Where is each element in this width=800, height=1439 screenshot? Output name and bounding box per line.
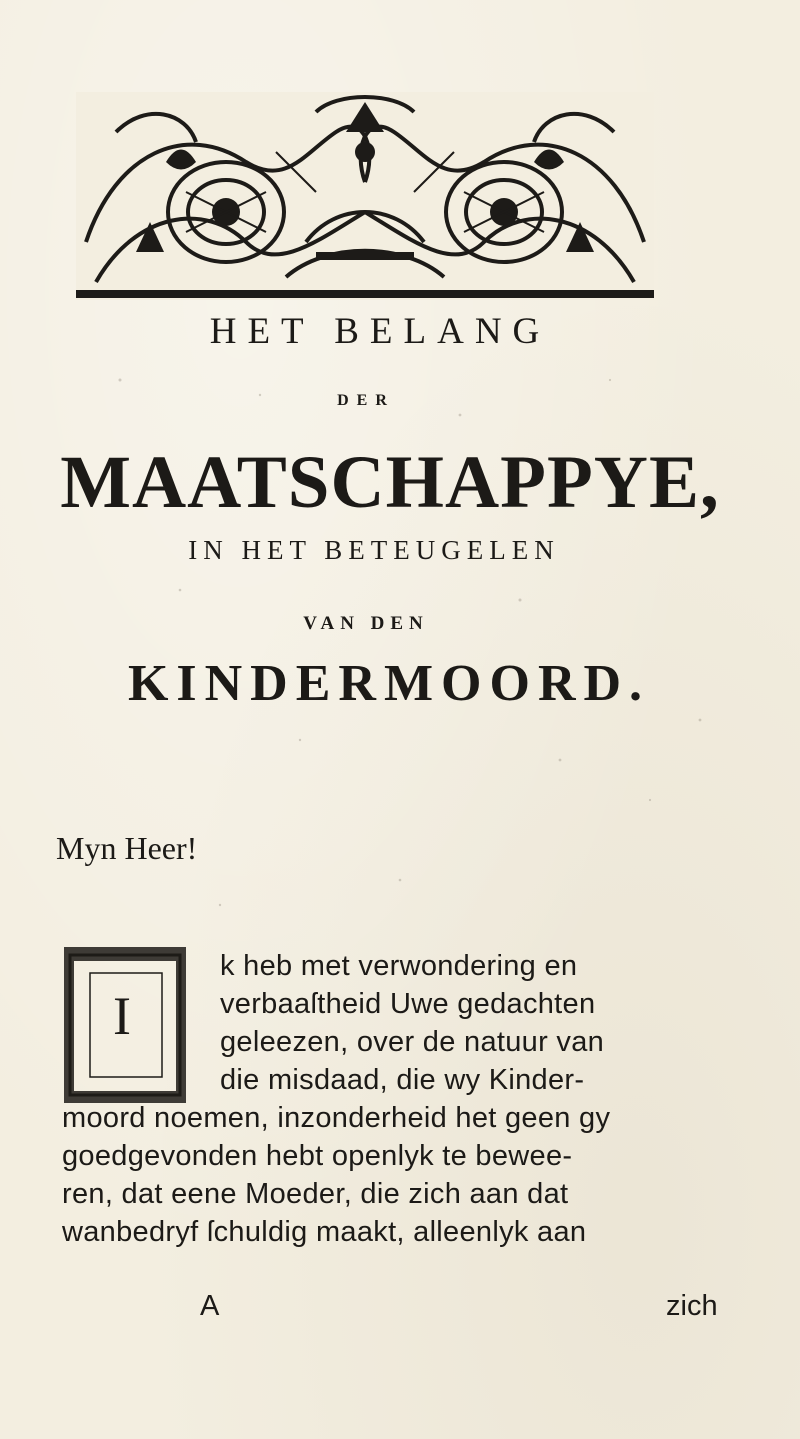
title-maatschappye: MAATSCHAPPYE, <box>60 441 720 524</box>
text-line-3: geleezen, over de natuur van <box>220 1026 605 1058</box>
signature-mark: A <box>200 1290 220 1322</box>
catchword: zich <box>666 1290 718 1322</box>
text-line-6: goedgevonden hebt openlyk te bewee- <box>62 1140 573 1172</box>
text-line-5: moord noemen, inzonderheid het geen gy <box>62 1102 611 1134</box>
text-line-7: ren, dat eene Moeder, die zich aan dat <box>62 1178 569 1210</box>
title-der: DER <box>337 392 395 409</box>
title-in-het-beteugelen: IN HET BETEUGELEN <box>188 535 560 565</box>
text-line-4: die misdaad, die wy Kinder- <box>220 1064 585 1096</box>
salutation: Myn Heer! <box>56 830 198 866</box>
title-van-den: VAN DEN <box>303 613 429 634</box>
decorative-headpiece-ornament <box>76 92 654 300</box>
title-het-belang: HET BELANG <box>209 311 551 352</box>
text-line-2: verbaaſtheid Uwe gedachten <box>220 988 596 1020</box>
text-line-1: k heb met verwondering en <box>220 950 578 982</box>
title-kindermoord: KINDERMOORD. <box>127 655 651 712</box>
ornamental-initial <box>64 945 204 1105</box>
text-line-8: wanbedryf ſchuldig maakt, alleenlyk aan <box>62 1216 587 1248</box>
drop-cap-letter: I <box>113 986 131 1046</box>
